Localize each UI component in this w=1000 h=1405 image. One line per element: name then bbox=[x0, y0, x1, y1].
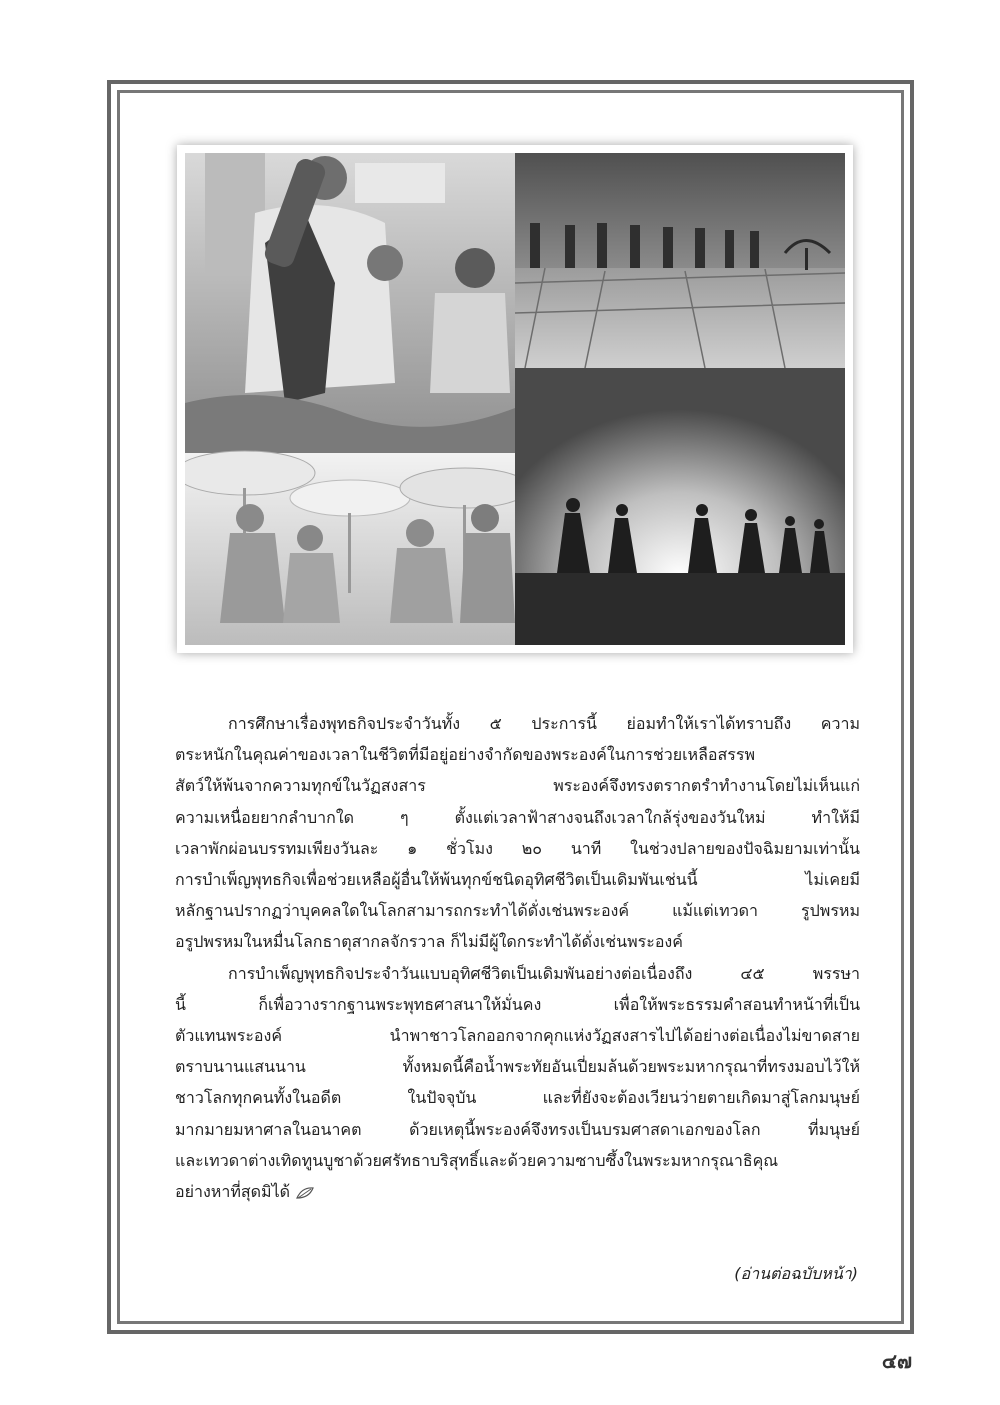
text-line: การบำเพ็ญพุทธกิจประจำวันแบบอุทิศชีวิตเป็นเดิมพันอย่างต่อเนื่องถึง ๔๕ พรรษา bbox=[228, 963, 860, 983]
text-line: และเทวดาต่างเทิดทูนบูชาด้วยศรัทธาบริสุทธิ์และด้วยความซาบซึ้งในพระมหากรุณาธิคุณ bbox=[175, 1150, 779, 1170]
text-line: ชาวโลกทุกคนทั้งในอดีต ในปัจจุบัน และที่ยังจะต้องเวียนว่ายตายเกิดมาสู่โลกมนุษย์ bbox=[175, 1088, 860, 1108]
text-line-final bbox=[175, 1176, 860, 1207]
paragraph-2 bbox=[175, 958, 860, 1208]
collage-image bbox=[185, 153, 845, 645]
text-line: มากมายมหาศาลในอนาคต ด้วยเหตุนี้พระองค์จึงทรงเป็นบรมศาสดาเอกของโลก ที่มนุษย์ bbox=[175, 1119, 860, 1139]
final-line-text: อย่างหาที่สุดมิได้ bbox=[175, 1182, 290, 1202]
article-body bbox=[175, 708, 860, 1207]
text-line: การบำเพ็ญพุทธกิจเพื่อช่วยเหลือผู้อื่นให้พ้นทุกข์ชนิดอุทิศชีวิตเป็นเดิมพันเช่นนี้ ไม่เคยมี bbox=[175, 870, 860, 890]
text-line: ตระหนักในคุณค่าของเวลาในชีวิตที่มีอยู่อย่างจำกัดของพระองค์ในการช่วยเหลือสรรพ bbox=[175, 745, 755, 765]
photo-collage bbox=[177, 145, 853, 653]
continue-note: (อ่านต่อฉบับหน้า) bbox=[734, 1264, 858, 1283]
paragraph-1 bbox=[175, 708, 860, 958]
leaf-end-icon bbox=[296, 1186, 314, 1200]
page-number: ๔๗ bbox=[881, 1349, 912, 1373]
text-line: ตราบนานแสนนาน ทั้งหมดนี้คือน้ำพระทัยอันเปี่ยมล้นด้วยพระมหากรุณาที่ทรงมอบไว้ให้ bbox=[175, 1057, 860, 1077]
text-line: อรูปพรหมในหมื่นโลกธาตุสากลจักรวาล ก็ไม่มีผู้ใดกระทำได้ดั่งเช่นพระองค์ bbox=[175, 932, 683, 952]
text-line: ความเหนื่อยยากลำบากใด ๆ ตั้งแต่เวลาฟ้าสางจนถึงเวลาใกล้รุ่งของวันใหม่ ทำให้มี bbox=[175, 807, 860, 827]
text-line: เวลาพักผ่อนบรรทมเพียงวันละ ๑ ชั่วโมง ๒๐ นาที ในช่วงปลายของปัจฉิมยามเท่านั้น bbox=[175, 838, 860, 858]
text-line: หลักฐานปรากฏว่าบุคคลใดในโลกสามารถกระทำได้ดั่งเช่นพระองค์ แม้แต่เทวดา รูปพรหม bbox=[175, 901, 860, 921]
text-line: สัตว์ให้พ้นจากความทุกข์ในวัฏสงสาร พระองค์จึงทรงตรากตรำทำงานโดยไม่เห็นแก่ bbox=[175, 776, 860, 796]
text-line: การศึกษาเรื่องพุทธกิจประจำวันทั้ง ๕ ประการนี้ ย่อมทำให้เราได้ทราบถึง ความ bbox=[228, 714, 860, 733]
text-line: ตัวแทนพระองค์ นำพาชาวโลกออกจากคุกแห่งวัฏสงสารไปได้อย่างต่อเนื่องไม่ขาดสาย bbox=[175, 1026, 860, 1046]
text-line: นี้ ก็เพื่อวางรากฐานพระพุทธศาสนาให้มั่นคง เพื่อให้พระธรรมคำสอนทำหน้าที่เป็น bbox=[175, 994, 860, 1014]
